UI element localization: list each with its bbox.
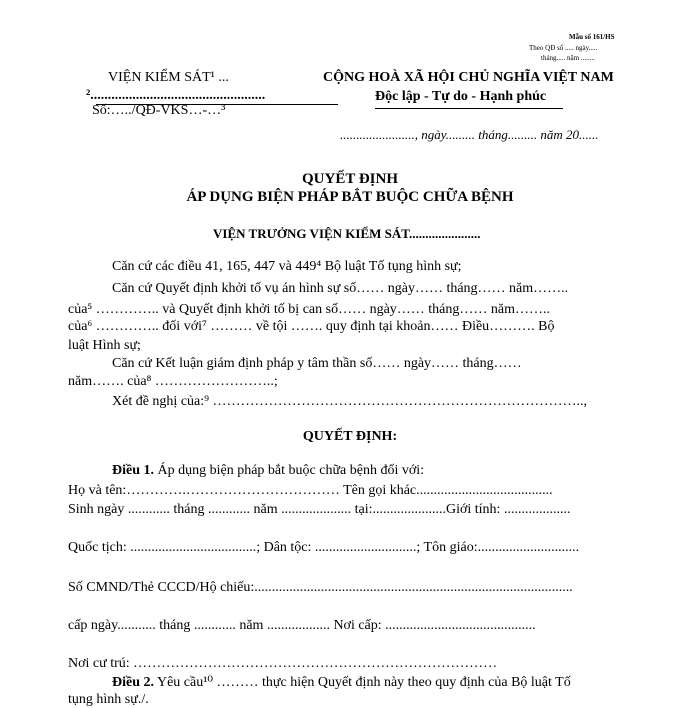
document-number: Số:…../QĐ-VKS…-…³ <box>92 103 226 118</box>
nation-title: CỘNG HOÀ XÃ HỘI CHỦ NGHĨA VIỆT NAM <box>323 70 614 85</box>
article-2-cont: tụng hình sự./. <box>68 692 149 707</box>
field-birth: Sinh ngày ............ tháng ............ năm .................... tại:.....................Giới tính: ................... <box>68 502 571 517</box>
basis-6: Căn cứ Kết luận giám định pháp y tâm thần số…… ngày…… tháng…… <box>112 356 522 371</box>
decision-subtitle: ÁP DỤNG BIỆN PHÁP BẮT BUỘC CHỮA BỆNH <box>186 189 514 205</box>
basis-1: Căn cứ các điều 41, 165, 447 và 449⁴ Bộ luật Tố tụng hình sự; <box>112 259 462 274</box>
field-issue: cấp ngày........... tháng ............ năm .................. Nơi cấp: ........................................... <box>68 618 536 633</box>
field-id: Số CMND/Thẻ CCCD/Hộ chiếu:........................................................................................... <box>68 580 573 595</box>
article-1 <box>112 463 424 479</box>
decision-heading: QUYẾT ĐỊNH: <box>302 429 398 444</box>
basis-2: Căn cứ Quyết định khởi tố vụ án hình sự số…… ngày…… tháng…… năm…….. <box>112 281 569 296</box>
proposal-line: Xét đề nghị của:⁹ …………………………………………………………………….., <box>112 394 588 409</box>
article-2 <box>112 674 571 691</box>
motto-underline <box>375 108 563 109</box>
basis-3: của⁵ ………….. và Quyết định khởi tố bị can số…… ngày…… tháng…… năm…….. <box>68 302 550 317</box>
article-2-text: Yêu cầu¹⁰ ……… thực hiện Quyết định này theo quy định của Bộ luật Tố <box>156 675 571 690</box>
article-2-label: Điều 2. <box>112 675 154 690</box>
basis-5: luật Hình sự; <box>68 338 141 353</box>
field-nationality: Quốc tịch: ....................................; Dân tộc: .............................; Tôn giáo:............................. <box>68 540 580 555</box>
place-date-line: ......................., ngày......... tháng......... năm 20...... <box>340 127 599 142</box>
article-1-label: Điều 1. <box>112 463 154 478</box>
field-residence: Nơi cư trú: …………………………………………………………………… <box>68 656 498 671</box>
basis-4: của⁶ ………….. đối với⁷ ……… về tội ……. quy định tại khoản…… Điều………. Bộ <box>68 319 555 334</box>
agency-name: VIỆN KIỂM SÁT¹ ... <box>108 70 229 85</box>
corner-note-1: Theo QĐ số ..... ngày..... <box>529 44 598 52</box>
corner-note-2: tháng..... năm ........ <box>541 54 595 62</box>
issuer-line: VIỆN TRƯỞNG VIỆN KIỂM SÁT...................... <box>213 226 481 241</box>
agency-subline: ².................................................. <box>86 88 266 103</box>
field-name: Họ và tên:………….…………………………… Tên gọi khác....................................... <box>68 483 553 498</box>
form-number: Mẫu số 161/HS <box>569 33 615 41</box>
basis-7: năm……. của⁸ ……………………..; <box>68 374 278 389</box>
nation-motto: Độc lập - Tự do - Hạnh phúc <box>375 89 547 104</box>
article-1-text: Áp dụng biện pháp bắt buộc chữa bệnh đối với: <box>157 463 425 478</box>
decision-title: QUYẾT ĐỊNH <box>302 171 398 187</box>
